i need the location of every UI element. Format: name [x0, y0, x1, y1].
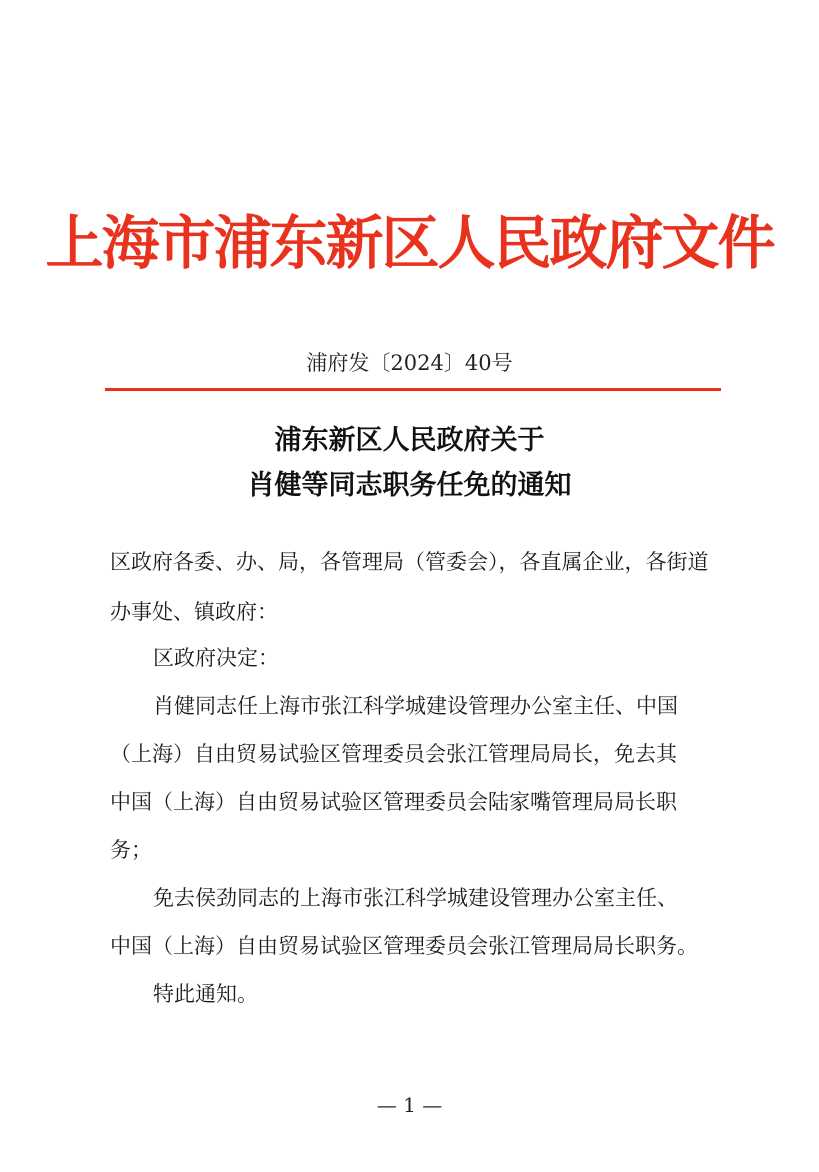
page-number: — 1 — [376, 1093, 443, 1117]
document-number: 浦府发〔2024〕40号 [306, 351, 513, 375]
appointment-line-1: 肖健同志任上海市张江科学城建设管理办公室主任、中国 [153, 694, 678, 718]
notice-title-line-1: 浦东新区人民政府关于 [274, 425, 545, 456]
decision-intro: 区政府决定： [153, 646, 279, 670]
appointment-line-3: 中国（上海）自由贸易试验区管理委员会陆家嘴管理局局长职 [110, 790, 677, 814]
issuer-header: 上海市浦东新区人民政府文件 [45, 209, 774, 277]
red-separator-line [105, 388, 721, 391]
closing-line: 特此通知。 [153, 982, 258, 1006]
appointment-line-2: （上海）自由贸易试验区管理委员会张江管理局局长，免去其 [110, 742, 677, 766]
recipients-line-1: 区政府各委、办、局，各管理局（管委会），各直属企业，各街道 [110, 550, 709, 574]
appointment-line-4: 务； [110, 838, 152, 862]
removal-line-2: 中国（上海）自由贸易试验区管理委员会张江管理局局长职务。 [110, 934, 698, 958]
recipients-line-2: 办事处、镇政府： [110, 600, 278, 624]
removal-line-1: 免去侯劲同志的上海市张江科学城建设管理办公室主任、 [153, 886, 678, 910]
notice-title-line-2: 肖健等同志职务任免的通知 [247, 470, 572, 501]
